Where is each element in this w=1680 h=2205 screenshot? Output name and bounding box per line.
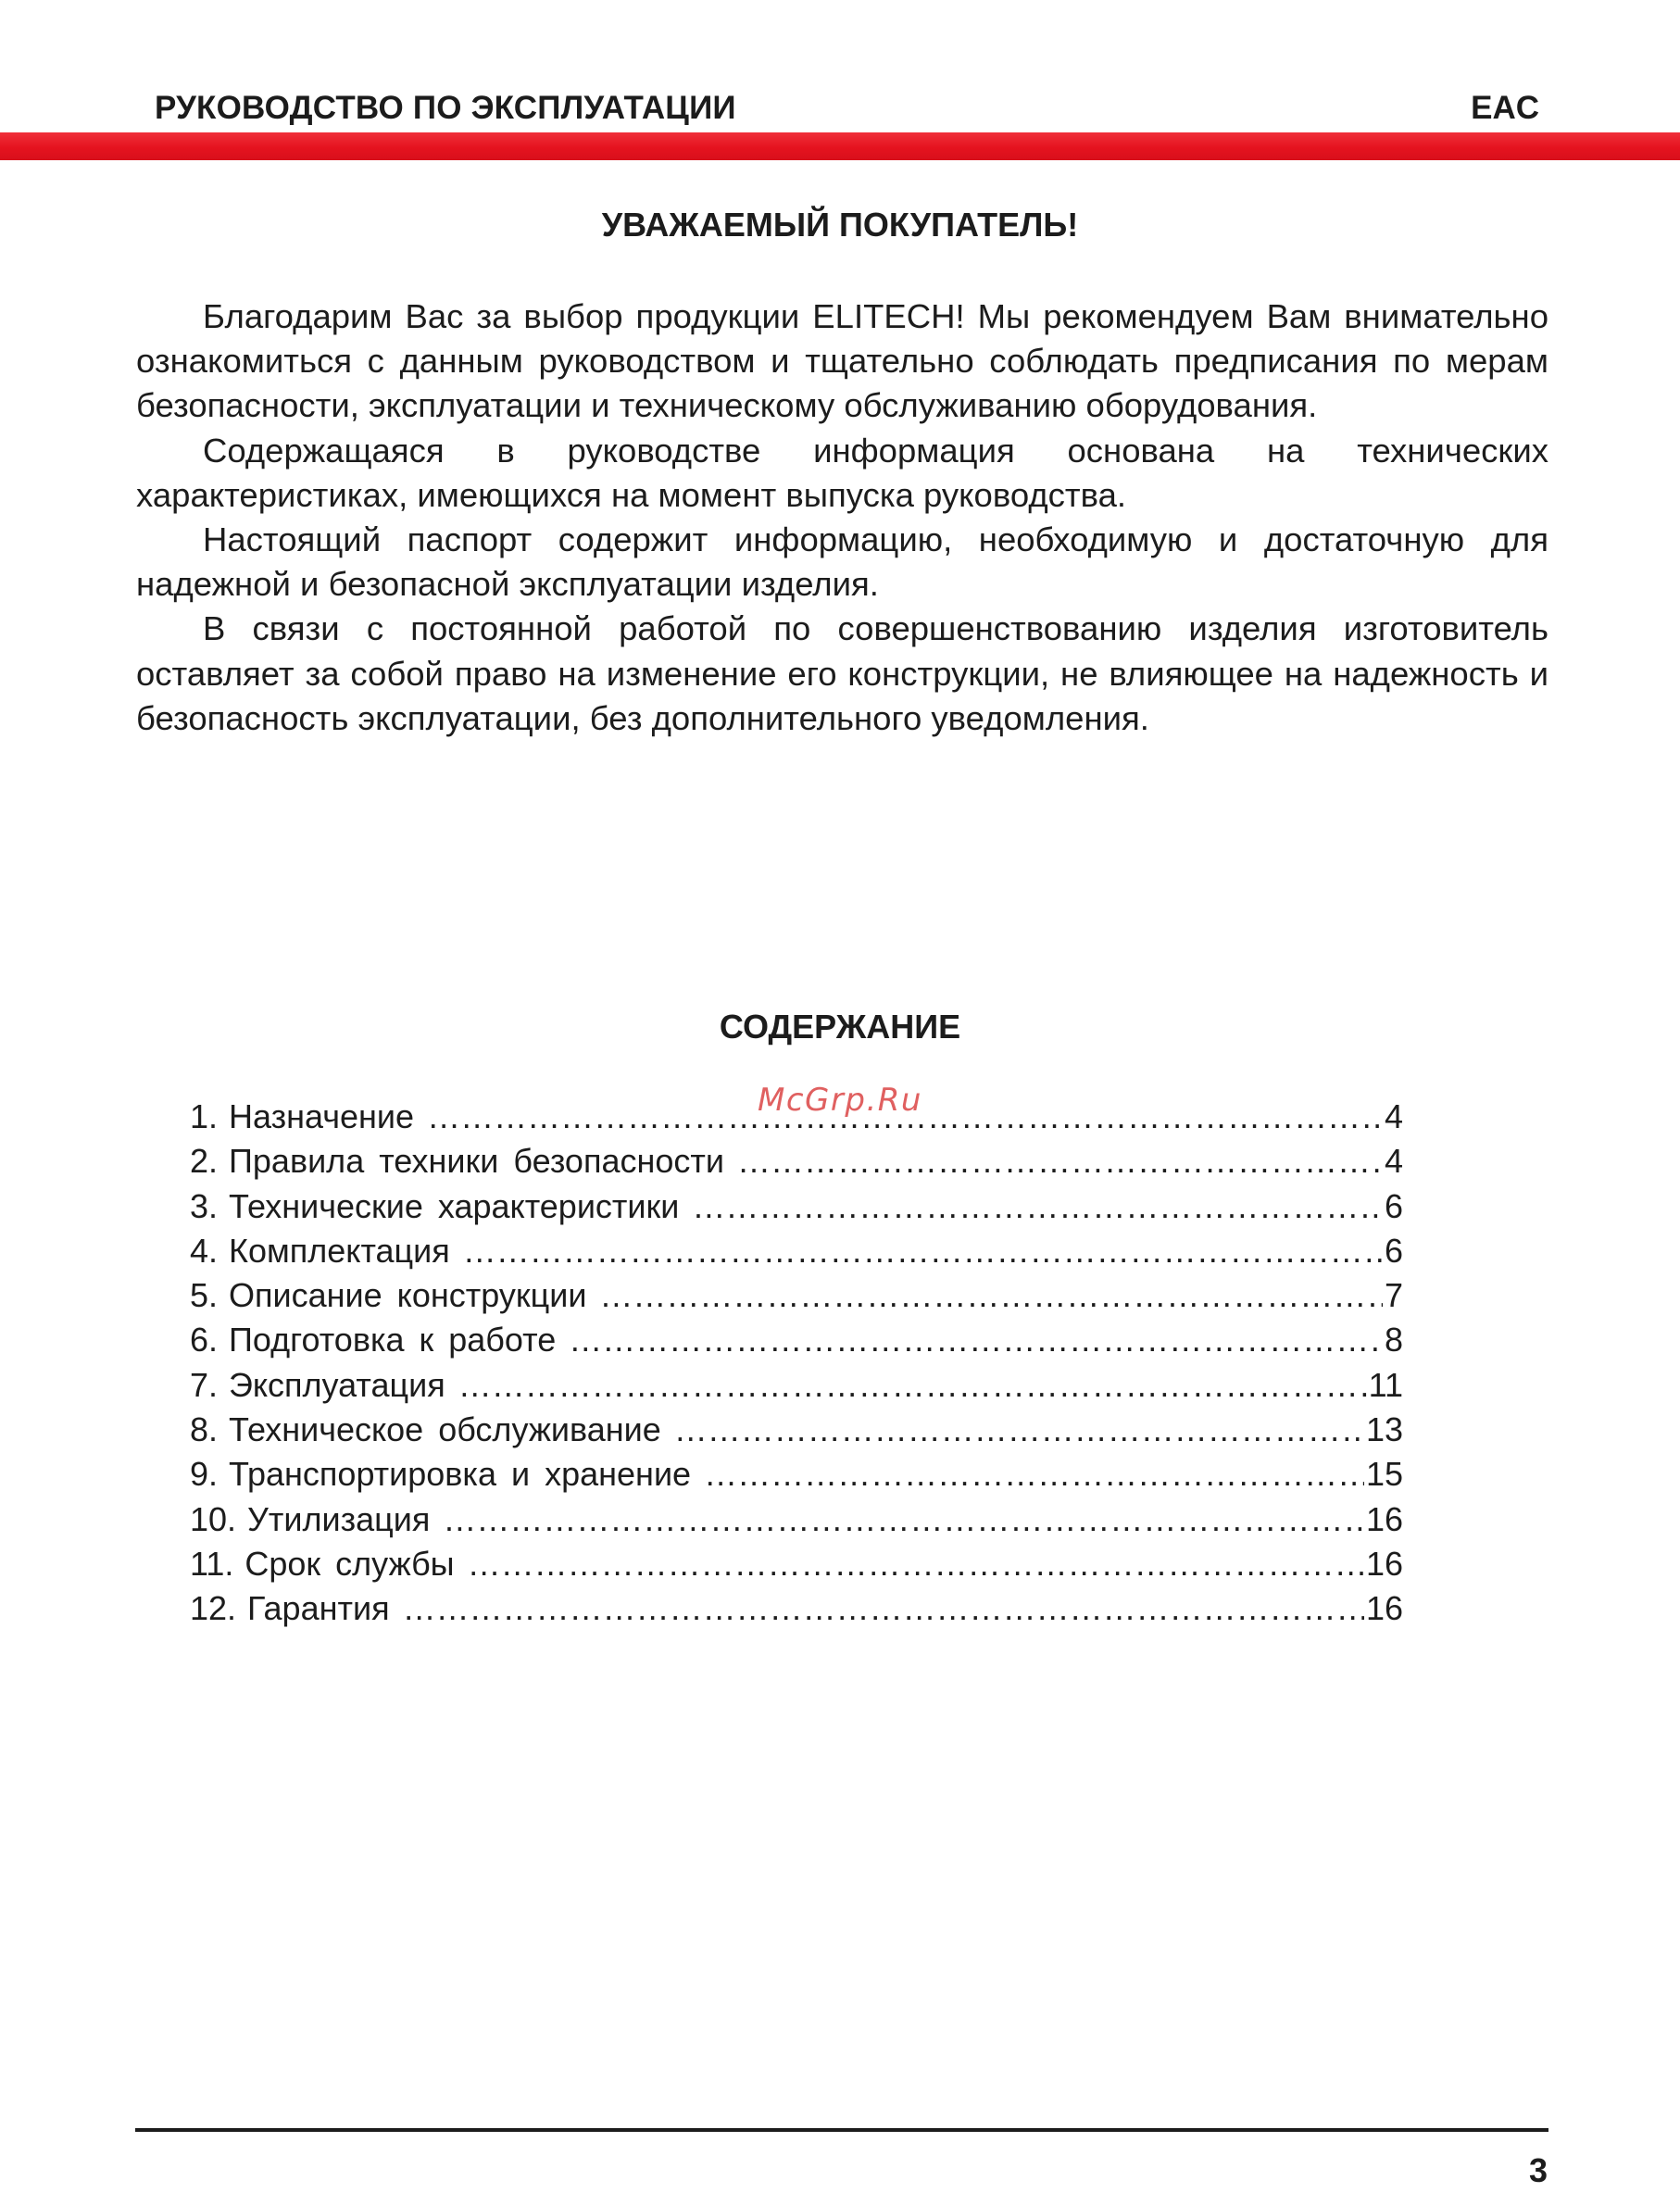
- toc-item-page: 16: [1365, 1499, 1403, 1538]
- toc-dot-leader: [458, 1363, 1367, 1408]
- toc-item-number: 10.: [190, 1499, 237, 1538]
- toc-dot-leader: [704, 1452, 1364, 1497]
- footer-divider: [135, 2128, 1548, 2132]
- toc-item-label: Гарантия: [247, 1589, 390, 1628]
- toc-dot-leader: [692, 1184, 1383, 1229]
- toc-dot-leader: [468, 1542, 1364, 1586]
- eac-mark: EAC: [1471, 90, 1539, 126]
- toc-item-label: Срок службы: [244, 1544, 455, 1583]
- toc-item-label: Правила техники безопасности: [229, 1142, 724, 1181]
- toc-item[interactable]: [190, 1497, 1403, 1542]
- toc-dot-leader: [403, 1586, 1364, 1631]
- toc-item[interactable]: [190, 1184, 1403, 1229]
- page-number: 3: [1528, 2151, 1548, 2189]
- intro-paragraph: В связи с постоянной работой по совершенствованию изделия изготовитель оставляет за собой право на изменение его конструкции, не влияющее на надежность и безопасность эксплуатации, без дополнительного уведомления.: [136, 609, 1548, 737]
- toc-item-label: Транспортировка и хранение: [229, 1455, 692, 1494]
- toc-item-page: 4: [1384, 1142, 1403, 1181]
- toc-item-label: Назначение: [229, 1097, 415, 1135]
- toc-item-number: 8.: [190, 1410, 219, 1449]
- toc-item-label: Комплектация: [229, 1231, 450, 1270]
- toc-item[interactable]: [190, 1408, 1403, 1452]
- toc-item-page: 16: [1365, 1544, 1403, 1583]
- toc-item-number: 4.: [190, 1231, 219, 1270]
- intro-paragraph: Настоящий паспорт содержит информацию, необходимую и достаточную для надежной и безопасной эксплуатации изделия.: [136, 520, 1548, 604]
- toc-item-page: 8: [1384, 1321, 1403, 1359]
- toc-item[interactable]: [190, 1586, 1403, 1631]
- toc-item[interactable]: [190, 1095, 1403, 1139]
- toc-item[interactable]: [190, 1273, 1403, 1318]
- toc-item-label: Эксплуатация: [229, 1365, 445, 1404]
- toc-item-page: 6: [1384, 1231, 1403, 1270]
- toc-dot-leader: [569, 1318, 1383, 1362]
- toc-item-label: Технические характеристики: [229, 1186, 680, 1225]
- toc-item-number: 7.: [190, 1365, 219, 1404]
- toc-item-page: 7: [1384, 1276, 1403, 1315]
- toc-item[interactable]: [190, 1229, 1403, 1273]
- toc-dot-leader: [443, 1497, 1364, 1542]
- toc-item-number: 12.: [190, 1589, 237, 1628]
- toc-item-number: 3.: [190, 1186, 219, 1225]
- toc-item[interactable]: [190, 1318, 1403, 1362]
- toc-item-label: Утилизация: [247, 1499, 431, 1538]
- intro-text: [136, 294, 1548, 741]
- intro-paragraph: Благодарим Вас за выбор продукции ELITECH! Мы рекомендуем Вам внимательно ознакомиться с данным руководством и тщательно соблюдать предписания по мерам безопасности, эксплуатации и техническому обслуживанию оборудования.: [136, 297, 1548, 425]
- toc-item-number: 11.: [190, 1544, 234, 1583]
- toc-item-page: 4: [1384, 1097, 1403, 1135]
- table-of-contents: [190, 1095, 1403, 1632]
- intro-paragraph: Содержащаяся в руководстве информация основана на технических характеристиках, имеющихся на момент выпуска руководства.: [136, 431, 1548, 514]
- toc-item-number: 5.: [190, 1276, 219, 1315]
- toc-item[interactable]: [190, 1452, 1403, 1497]
- watermark: McGrp.Ru: [758, 1082, 922, 1119]
- toc-dot-leader: [427, 1095, 1383, 1139]
- toc-dot-leader: [737, 1139, 1383, 1184]
- toc-item-page: 6: [1384, 1186, 1403, 1225]
- header-title: РУКОВОДСТВО ПО ЭКСПЛУАТАЦИИ: [155, 90, 736, 126]
- toc-item-number: 6.: [190, 1321, 219, 1359]
- toc-item-page: 16: [1365, 1589, 1403, 1628]
- toc-dot-leader: [463, 1229, 1383, 1273]
- greeting-title: УВАЖАЕМЫЙ ПОКУПАТЕЛЬ!: [601, 206, 1079, 244]
- toc-item[interactable]: [190, 1363, 1403, 1408]
- toc-item-page: 11: [1368, 1365, 1403, 1404]
- toc-dot-leader: [599, 1273, 1383, 1318]
- toc-item[interactable]: [190, 1139, 1403, 1184]
- toc-item-number: 9.: [190, 1455, 219, 1494]
- toc-item-page: 15: [1365, 1455, 1403, 1494]
- toc-dot-leader: [674, 1408, 1364, 1452]
- toc-item-page: 13: [1365, 1410, 1403, 1449]
- toc-item[interactable]: [190, 1542, 1403, 1586]
- header-accent-bar: [0, 132, 1680, 160]
- toc-item-number: 2.: [190, 1142, 219, 1181]
- toc-item-number: 1.: [190, 1097, 219, 1135]
- toc-item-label: Описание конструкции: [229, 1276, 587, 1315]
- toc-item-label: Техническое обслуживание: [229, 1410, 661, 1449]
- toc-title: СОДЕРЖАНИЕ: [719, 1008, 961, 1046]
- toc-item-label: Подготовка к работе: [229, 1321, 557, 1359]
